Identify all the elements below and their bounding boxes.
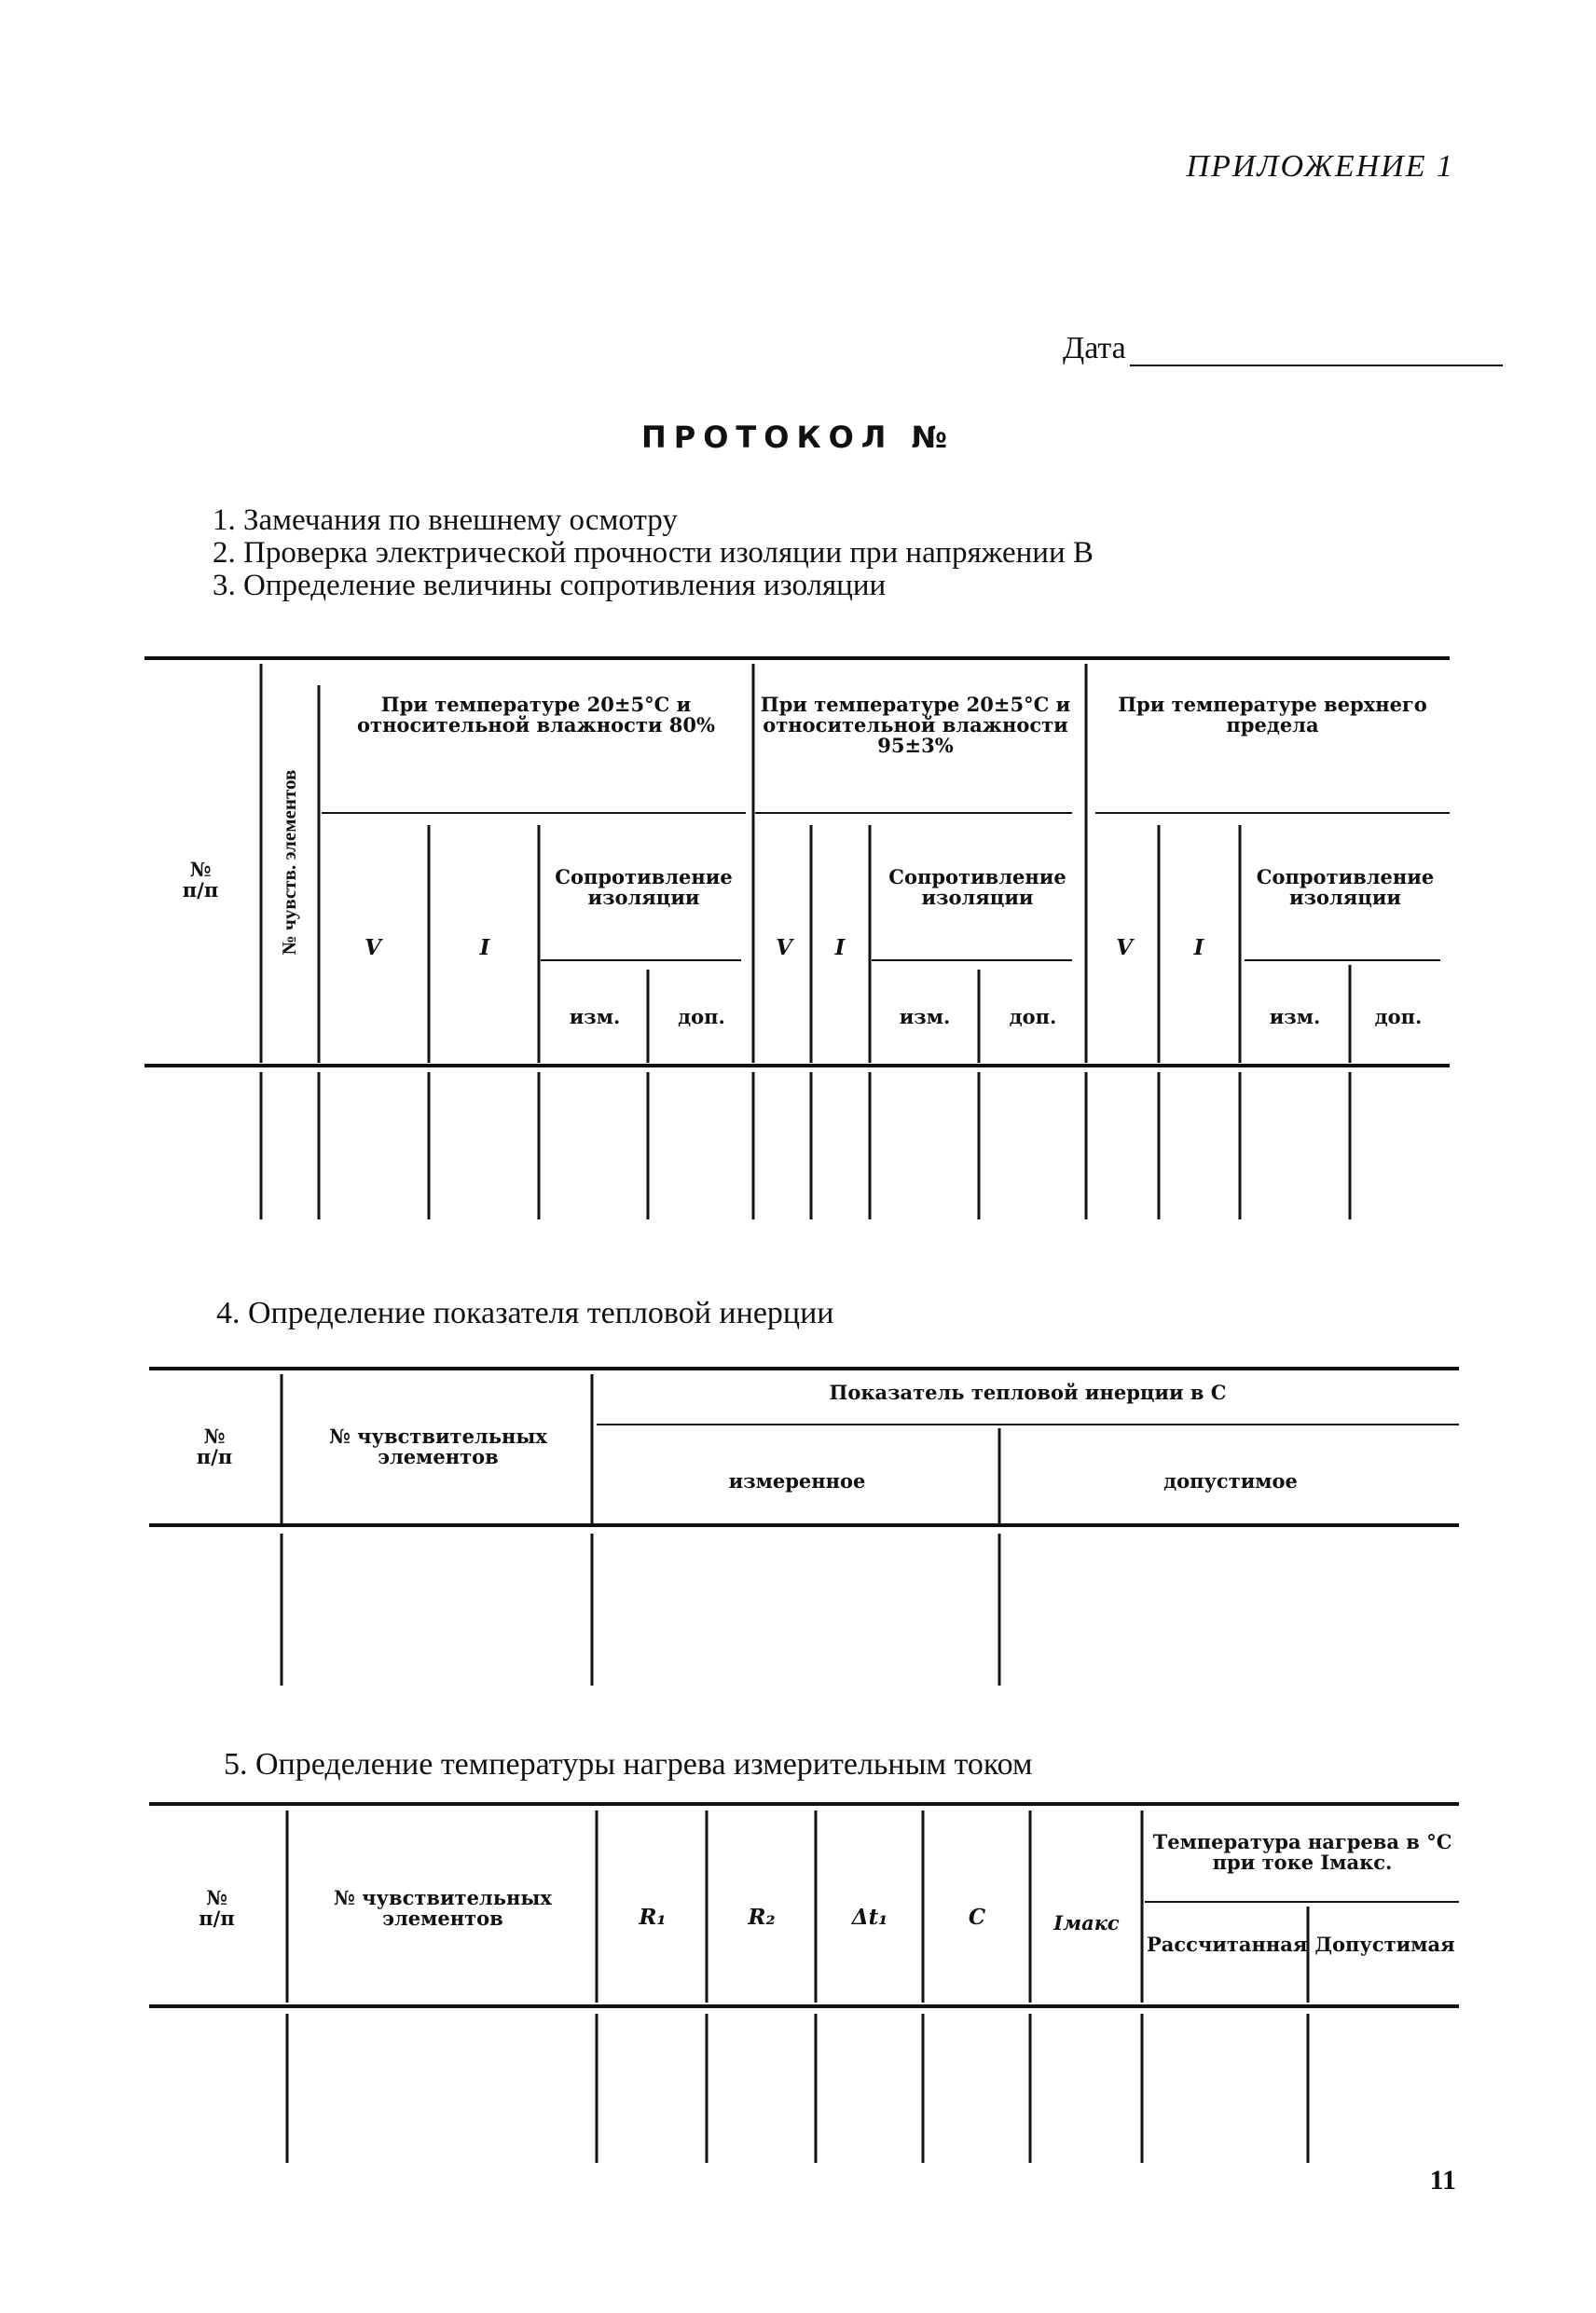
t1-resistance-2: Сопротивление изоляции <box>888 865 1066 910</box>
t1-allowed-2: доп. <box>1009 1005 1057 1028</box>
t3-group-header: Температура нагрева в °С при токе Iмакс. <box>1152 1830 1452 1875</box>
t3-imax: Iмакс <box>1053 1911 1120 1934</box>
t1-v-2: V <box>776 935 792 960</box>
t1-col-number: № п/п <box>182 858 219 902</box>
t3-col-elements: № чувствительных элементов <box>334 1886 552 1931</box>
date-label: Дата <box>1063 331 1126 365</box>
t1-resistance-1: Сопротивление изоляции <box>555 865 733 910</box>
t2-col-elements: № чувствительных элементов <box>329 1425 547 1469</box>
t3-r2: R₂ <box>748 1905 776 1930</box>
t1-measured-1: изм. <box>569 1005 621 1028</box>
t1-measured-2: изм. <box>899 1005 951 1028</box>
t1-allowed-3: доп. <box>1374 1005 1423 1028</box>
t2-col-number: № п/п <box>196 1425 233 1469</box>
t3-c: C <box>968 1905 986 1930</box>
t1-resistance-3: Сопротивление изоляции <box>1256 865 1435 910</box>
section-4-title: 4. Определение показателя тепловой инерции <box>216 1296 834 1330</box>
t1-v-3: V <box>1116 935 1133 960</box>
t2-measured: измеренное <box>728 1469 866 1493</box>
t3-dt: Δt₁ <box>851 1905 888 1930</box>
t1-measured-3: изм. <box>1269 1005 1321 1028</box>
t1-group-3: При температуре верхнего предела <box>1118 693 1427 737</box>
item-3: 3. Определение величины сопротивления изоляции <box>213 569 887 602</box>
t1-group-1: При температуре 20±5°С и относительной влажности 80% <box>357 693 715 737</box>
page-number: 11 <box>1429 2165 1456 2196</box>
t2-allowed: допустимое <box>1163 1469 1298 1493</box>
t1-i-3: I <box>1193 935 1204 960</box>
t1-col-elements: № чувств. элементов <box>278 769 300 956</box>
t3-allowed: Допустимая <box>1314 1933 1455 1956</box>
t3-calculated: Рассчитанная <box>1147 1933 1308 1956</box>
t2-group-header: Показатель тепловой инерции в С <box>829 1381 1227 1404</box>
t1-group-2: При температуре 20±5°С и относительной влажности 95±3% <box>760 693 1071 758</box>
item-2: 2. Проверка электрической прочности изоляции при напряжении В <box>213 536 1094 570</box>
appendix-label: ПРИЛОЖЕНИЕ 1 <box>1186 149 1454 184</box>
item-1: 1. Замечания по внешнему осмотру <box>213 503 678 537</box>
t3-col-number: № п/п <box>199 1886 235 1931</box>
t3-r1: R₁ <box>639 1905 667 1930</box>
section-5-title: 5. Определение температуры нагрева измерительным током <box>224 1747 1033 1782</box>
t1-allowed-1: доп. <box>678 1005 725 1028</box>
t1-i-2: I <box>834 935 846 960</box>
t1-v-1: V <box>365 935 381 960</box>
t1-i-1: I <box>479 935 490 960</box>
protocol-title: ПРОТОКОЛ № <box>640 420 956 455</box>
